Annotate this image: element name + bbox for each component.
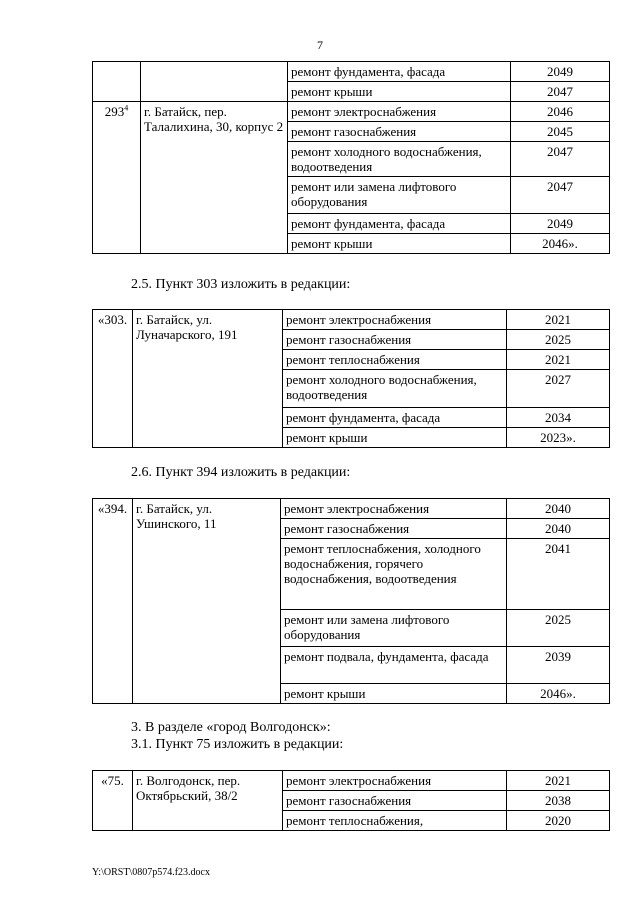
work-cell: ремонт холодного водоснабжения, водоотведения [288, 142, 511, 177]
year-cell: 2046 [511, 102, 610, 122]
year-cell: 2049 [511, 62, 610, 82]
year-cell: 2047 [511, 82, 610, 102]
paragraph-3-1: 3.1. Пункт 75 изложить в редакции: [131, 737, 344, 752]
paragraph-3: 3. В разделе «город Волгодонск»: [131, 720, 331, 735]
address-cell: г. Батайск, ул. Ушинского, 11 [133, 499, 281, 704]
year-cell: 2023». [507, 428, 610, 448]
work-cell: ремонт газоснабжения [283, 330, 507, 350]
table-row [93, 499, 610, 519]
table-item-293-4 [92, 61, 610, 254]
item-number-cell: «394. [93, 499, 133, 704]
year-cell: 2041 [507, 539, 610, 610]
work-cell: ремонт теплоснабжения, [283, 811, 507, 831]
work-cell: ремонт фундамента, фасада [288, 214, 511, 234]
work-cell: ремонт крыши [283, 428, 507, 448]
table-item-75 [92, 770, 610, 831]
work-cell: ремонт фундамента, фасада [283, 408, 507, 428]
work-cell: ремонт газоснабжения [288, 122, 511, 142]
paragraph-block-3 [131, 719, 343, 753]
year-cell: 2021 [507, 771, 610, 791]
work-cell: ремонт или замена лифтового оборудования [281, 610, 507, 647]
table-item-394 [92, 498, 610, 704]
table-row [93, 62, 610, 82]
year-cell: 2020 [507, 811, 610, 831]
year-cell: 2046». [511, 234, 610, 254]
year-cell: 2047 [511, 142, 610, 177]
table-row [93, 310, 610, 330]
item-number-cell [93, 102, 141, 254]
table-item-303 [92, 309, 610, 448]
work-cell: ремонт крыши [288, 234, 511, 254]
year-cell: 2038 [507, 791, 610, 811]
work-cell: ремонт теплоснабжения, холодного водоснабжения, горячего водоснабжения, водоотведения [281, 539, 507, 610]
work-cell: ремонт газоснабжения [283, 791, 507, 811]
year-cell: 2046». [507, 684, 610, 704]
paragraph-2-6: 2.6. Пункт 394 изложить в редакции: [131, 465, 351, 480]
item-number-cell: «303. [93, 310, 133, 448]
year-cell: 2027 [507, 370, 610, 408]
year-cell: 2034 [507, 408, 610, 428]
work-cell: ремонт крыши [288, 82, 511, 102]
address-cell: г. Батайск, ул. Луначарского, 191 [133, 310, 283, 448]
work-cell: ремонт электроснабжения [288, 102, 511, 122]
year-cell: 2039 [507, 647, 610, 684]
address-cell: г. Батайск, пер. Талалихина, 30, корпус 2 [141, 102, 288, 254]
file-path-footer: Y:\ORST\0807p574.f23.docx [92, 867, 210, 878]
year-cell: 2049 [511, 214, 610, 234]
work-cell: ремонт фундамента, фасада [288, 62, 511, 82]
address-cell: г. Волгодонск, пер. Октябрьский, 38/2 [133, 771, 283, 831]
work-cell: ремонт холодного водоснабжения, водоотведения [283, 370, 507, 408]
work-cell: ремонт электроснабжения [283, 771, 507, 791]
work-cell: ремонт электроснабжения [281, 499, 507, 519]
year-cell: 2025 [507, 610, 610, 647]
year-cell: 2040 [507, 499, 610, 519]
address-cell [141, 62, 288, 102]
item-number-cell: «75. [93, 771, 133, 831]
year-cell: 2025 [507, 330, 610, 350]
work-cell: ремонт или замена лифтового оборудования [288, 177, 511, 214]
page-number: 7 [317, 38, 323, 52]
table-row [93, 771, 610, 791]
paragraph-2-5: 2.5. Пункт 303 изложить в редакции: [131, 277, 351, 292]
work-cell: ремонт подвала, фундамента, фасада [281, 647, 507, 684]
item-number-cell [93, 62, 141, 102]
table-row [93, 102, 610, 122]
year-cell: 2040 [507, 519, 610, 539]
year-cell: 2021 [507, 310, 610, 330]
year-cell: 2021 [507, 350, 610, 370]
item-number: 293 [104, 104, 125, 119]
work-cell: ремонт теплоснабжения [283, 350, 507, 370]
item-number-superscript: 4 [124, 103, 129, 113]
year-cell: 2045 [511, 122, 610, 142]
work-cell: ремонт газоснабжения [281, 519, 507, 539]
work-cell: ремонт электроснабжения [283, 310, 507, 330]
year-cell: 2047 [511, 177, 610, 214]
work-cell: ремонт крыши [281, 684, 507, 704]
